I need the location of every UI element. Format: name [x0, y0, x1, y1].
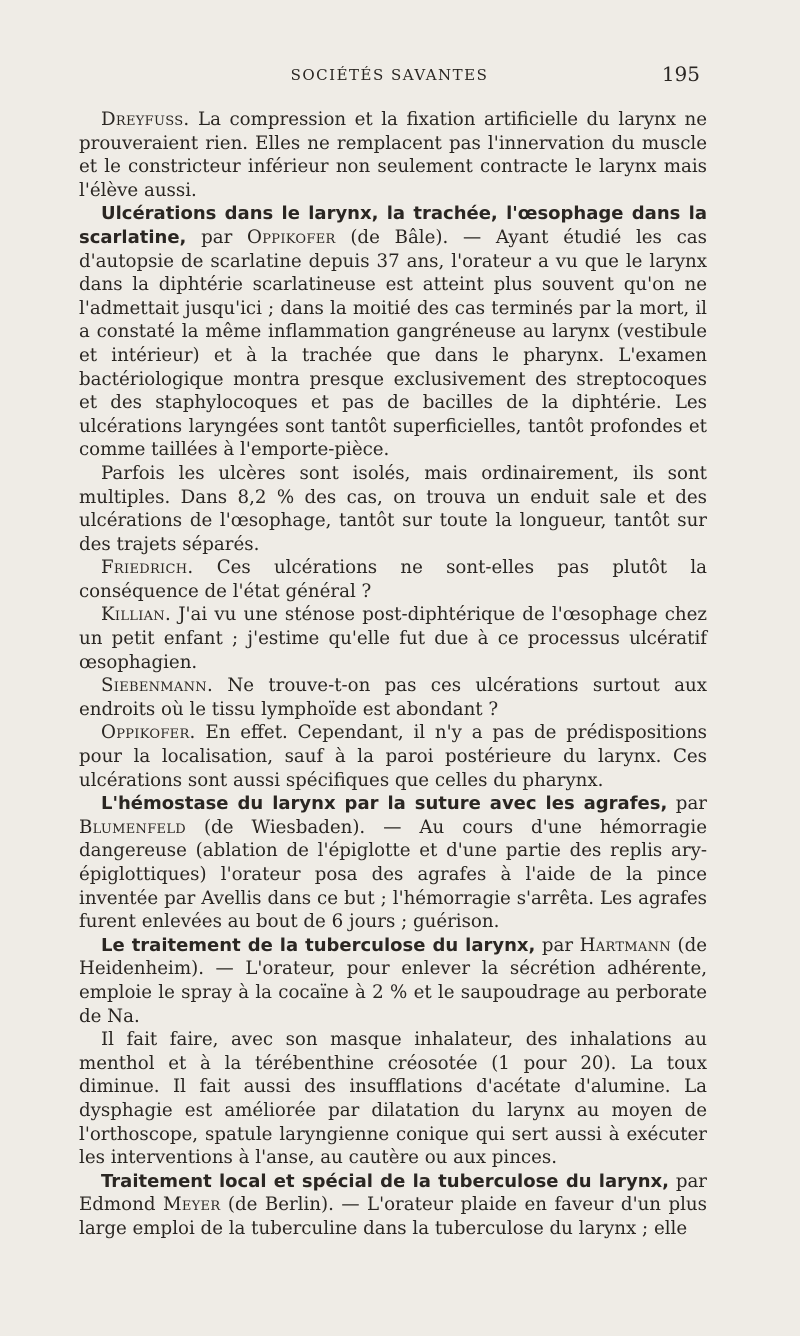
paragraph-siebenmann: [79, 674, 707, 721]
author-by: par: [535, 934, 580, 956]
paragraph-hemostase: [79, 792, 707, 934]
section-heading: L'hémostase du larynx par la suture avec les agrafes,: [101, 793, 668, 815]
paragraph-text: En effet. Cependant, il n'y a pas de prédispositions pour la localisation, sauf à la paroi postérieure du larynx. Ces ulcérations sont aussi spécifiques que celles du pharynx.: [79, 722, 707, 791]
author-by: par: [186, 226, 248, 248]
paragraph-text: Il fait faire, avec son masque inhalateur, des inhalations au menthol et à la térébenthine créosotée (1 pour 20). La toux diminue. Il fait aussi des insufflations d'acétate d'alumine. La dysphagie est améliorée par dilatation du larynx au moyen de l'orthoscope, spatule laryngienne conique qui sert aussi à exécuter les interventions à l'anse, au cautère ou aux pinces.: [79, 1029, 707, 1169]
paragraph-text: (de Bâle). — Ayant étudié les cas d'autopsie de scarlatine depuis 37 ans, l'orateur a vu que le larynx dans la diphtérie scarlatineuse est atteint plus souvent qu'on ne l'admettait jusqu'ici ; dans la moitié des cas terminés par la mort, il a constaté la même inflammation gangréneuse au larynx (vestibule et intérieur) et à la trachée que dans le pharynx. L'examen bactériologique montra presque exclusivement des streptocoques et des staphylocoques et pas de bacilles de la diphtérie. Les ulcérations laryngées sont tantôt superficielles, tantôt profondes et comme taillées à l'emporte-pièce.: [79, 226, 707, 461]
author-name: Meyer: [162, 1194, 221, 1216]
page-header: [79, 62, 700, 92]
paragraph-text: La compression et la fixation artificielle du larynx ne prouveraient rien. Elles ne remplacent pas l'innervation du muscle et le constricteur inférieur non seulement contracte le larynx mais l'élève aussi.: [79, 109, 707, 201]
paragraph-ulceres: [79, 462, 707, 556]
paragraph-text: (de Wiesbaden). — Au cours d'une hémorragie dangereuse (ablation de l'épiglotte et d'une partie des replis ary-épiglottiques) l'orateur posa des agrafes à l'aide de la pince inventée par Avellis dans ce but ; l'hémorragie s'arrêta. Les agrafes furent enlevées au bout de 6 jours ; guérison.: [79, 816, 707, 933]
speaker-name: Friedrich.: [101, 557, 194, 579]
body-text: [79, 108, 707, 1241]
author-by: par Edmond: [79, 1170, 707, 1216]
running-title: SOCIÉTÉS SAVANTES: [290, 66, 489, 84]
paragraph-traitement-hartmann: [79, 934, 707, 1028]
paragraph-text: Ne trouve-t-on pas ces ulcérations surtout aux endroits où le tissu lymphoïde est abondant ?: [79, 675, 707, 720]
paragraph-text: (de Heidenheim). — L'orateur, pour enlever la sécrétion adhérente, emploie le spray à la cocaïne à 2 % et le saupoudrage au perborate de Na.: [79, 934, 707, 1027]
paragraph-text: Parfois les ulcères sont isolés, mais ordinairement, ils sont multiples. Dans 8,2 % des cas, on trouva un enduit sale et des ulcérations de l'œsophage, tantôt sur toute la longueur, tantôt sur des trajets séparés.: [79, 462, 707, 555]
paragraph-text: Ces ulcérations ne sont-elles pas plutôt la conséquence de l'état général ?: [79, 557, 707, 602]
paragraph-text: (de Berlin). — L'orateur plaide en faveur d'un plus large emploi de la tuberculine dans la tuberculose du larynx ; elle: [79, 1194, 707, 1239]
speaker-name: Killian.: [101, 604, 172, 626]
paragraph-inhalations: [79, 1028, 707, 1170]
speaker-name: Dreyfuss.: [101, 109, 190, 130]
section-heading: Ulcérations dans le larynx, la trachée, l'œsophage dans la scarlatine,: [79, 203, 707, 248]
paragraph-text: J'ai vu une sténose post-diphtérique de l'œsophage chez un petit enfant ; j'estime qu'elle fut due à ce processus ulcératif œsophagien.: [79, 604, 707, 673]
paragraph-oppikofer-reply: [79, 721, 707, 792]
speaker-name: Siebenmann.: [101, 675, 214, 697]
author-name: Hartmann: [579, 934, 671, 956]
paragraph-dreyfuss: [79, 108, 707, 202]
paragraph-traitement-meyer: [79, 1170, 707, 1241]
author-name: Oppikofer: [247, 226, 336, 248]
paragraph-killian: [79, 603, 707, 674]
section-heading: Le traitement de la tuberculose du larynx,: [101, 934, 536, 956]
paragraph-friedrich: [79, 556, 707, 603]
section-heading: Traitement local et spécial de la tuberculose du larynx,: [101, 1170, 669, 1192]
paragraph-ulcerations-scarlatine: [79, 202, 707, 462]
speaker-name: Oppikofer.: [101, 722, 196, 744]
author-by: par: [667, 793, 707, 815]
author-name: Blumenfeld: [79, 816, 186, 838]
page-number: 195: [661, 62, 700, 86]
